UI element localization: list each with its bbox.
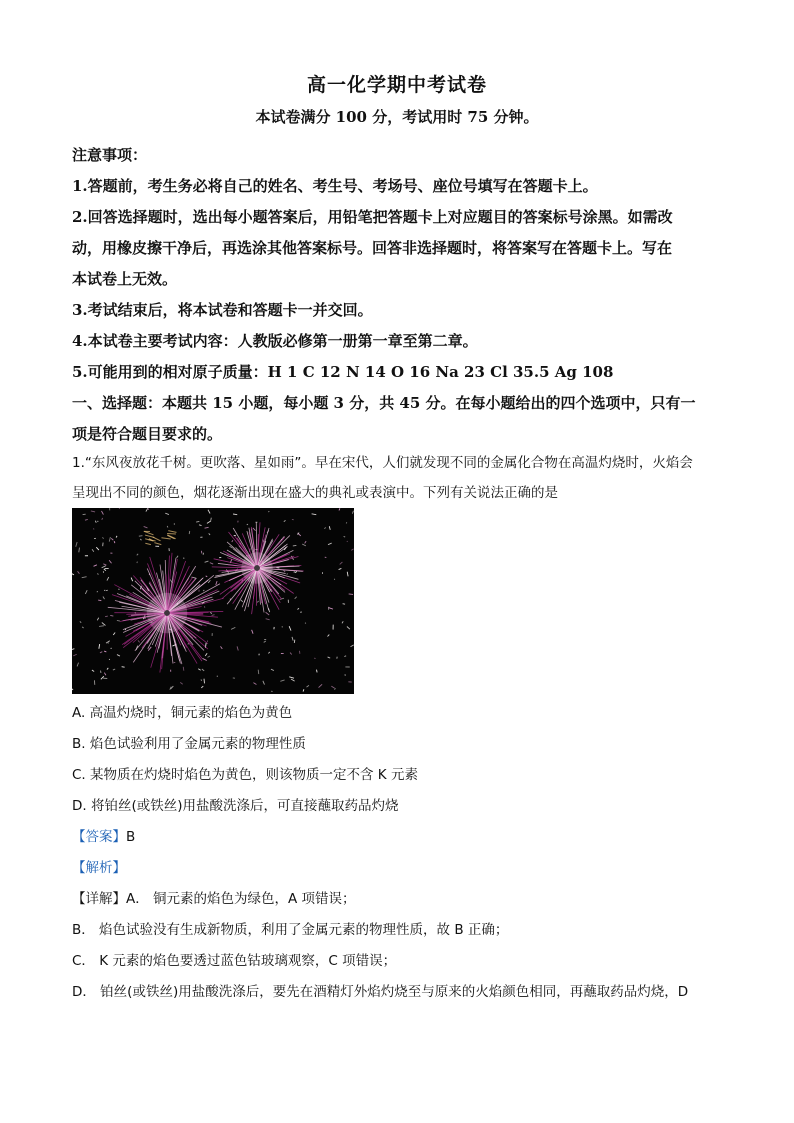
detail-tag: 【详解】 (72, 891, 126, 907)
detail-line-3: C． K 元素的焰色要透过蓝色钴玻璃观察，C 项错误； (72, 953, 397, 969)
note-line-4: 本试卷上无效。 (72, 270, 178, 288)
detail-line-4: D． 铂丝(或铁丝)用盐酸洗涤后，要先在酒精灯外焰灼烧至与原来的火焰颜色相同，再蘸取药品灼烧，D (72, 984, 689, 1000)
analysis-line (72, 853, 722, 884)
detail-text-a: A． 铜元素的焰色为绿色，A 项错误； (126, 891, 356, 907)
note-line-5: 3.考试结束后，将本试卷和答题卡一并交回。 (72, 301, 373, 319)
exam-subtitle: 本试卷满分 100 分，考试用时 75 分钟。 (255, 108, 539, 126)
answer-section (72, 822, 722, 1008)
fireworks-photo (72, 508, 354, 694)
question-1-options (72, 698, 722, 822)
answer-value: B (126, 829, 136, 845)
option-b: B. 焰色试验利用了金属元素的物理性质 (72, 736, 306, 752)
option-d: D. 将铂丝(或铁丝)用盐酸洗涤后，可直接蘸取药品灼烧 (72, 798, 399, 814)
fireworks-illustration (72, 508, 354, 694)
question-stem-line-1: 1.“东风夜放花千树。更吹落、星如雨”。早在宋代，人们就发现不同的金属化合物在高温灼烧时，火焰会 (72, 455, 693, 471)
note-line-3: 动，用橡皮擦干净后，再选涂其他答案标号。回答非选择题时，将答案写在答题卡上。写在 (72, 239, 673, 257)
section-heading-line-2: 项是符合题目要求的。 (72, 425, 223, 443)
answer-line (72, 822, 722, 853)
analysis-tag: 【解析】 (72, 860, 126, 876)
option-c: C. 某物质在灼烧时焰色为黄色，则该物质一定不含 K 元素 (72, 767, 418, 783)
note-line-7: 5.可能用到的相对原子质量：H 1 C 12 N 14 O 16 Na 23 Cl 35.5 Ag 108 (72, 363, 614, 381)
notes-section (72, 140, 722, 450)
note-line-2: 2.回答选择题时，选出每小题答案后，用铅笔把答题卡上对应题目的答案标号涂黑。如需改 (72, 208, 673, 226)
section-heading-line-1: 一、选择题：本题共 15 小题，每小题 3 分，共 45 分。在每小题给出的四个选项中，只有一 (72, 394, 696, 412)
note-line-6: 4.本试卷主要考试内容：人教版必修第一册第一章至第二章。 (72, 332, 478, 350)
note-line-1: 1.答题前，考生务必将自己的姓名、考生号、考场号、座位号填写在答题卡上。 (72, 177, 598, 195)
detail-line-2: B． 焰色试验没有生成新物质，利用了金属元素的物理性质，故 B 正确； (72, 922, 509, 938)
detail-line-1 (72, 884, 722, 915)
page-title: 高一化学期中考试卷 (306, 74, 487, 96)
option-a: A. 高温灼烧时，铜元素的焰色为黄色 (72, 705, 293, 721)
notes-heading: 注意事项： (72, 146, 148, 164)
question-stem-line-2: 呈现出不同的颜色，烟花逐渐出现在盛大的典礼或表演中。下列有关说法正确的是 (72, 485, 558, 501)
question-1-stem (72, 448, 722, 508)
answer-tag: 【答案】 (72, 829, 126, 845)
